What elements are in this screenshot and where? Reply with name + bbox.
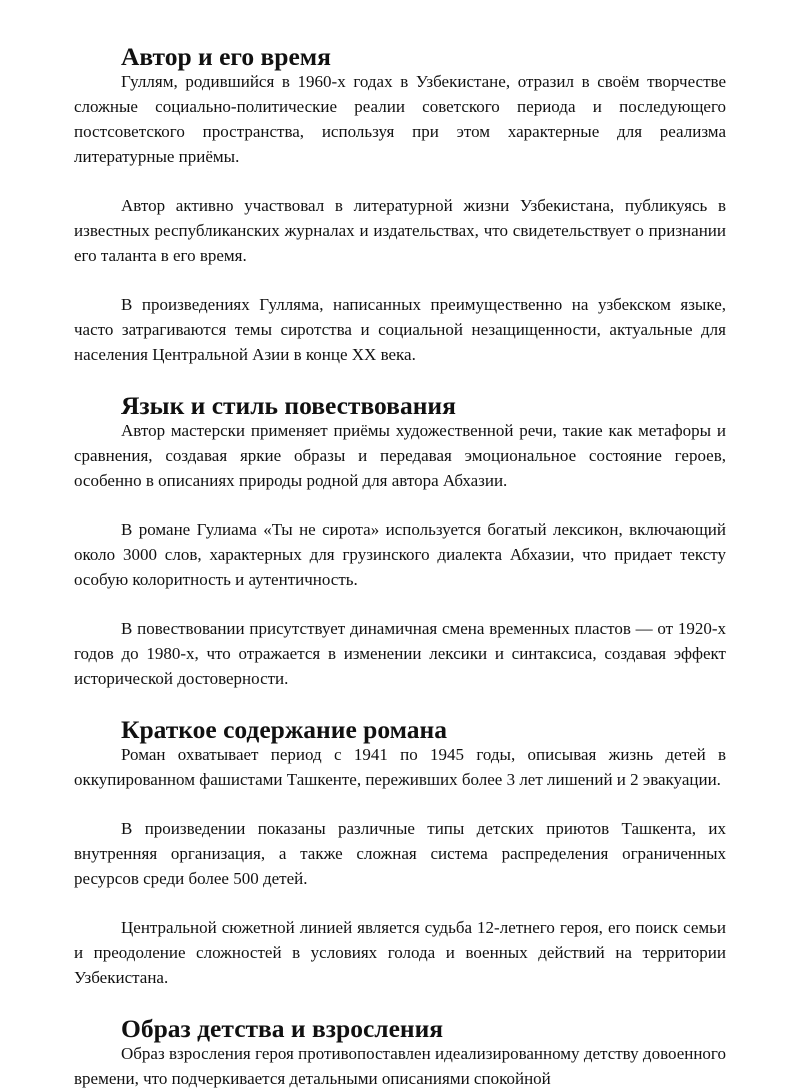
paragraph: Образ взросления героя противопоставлен идеализированному детству довоенного времени, что подчеркивается детальными описаниями спокойной bbox=[74, 1044, 726, 1088]
paragraph: Роман охватывает период с 1941 по 1945 годы, описывая жизнь детей в оккупированном фашистами Ташкенте, переживших более 3 лет лишений и 2 эвакуации. bbox=[74, 745, 726, 789]
document-page bbox=[74, 44, 726, 1091]
paragraph: Центральной сюжетной линией является судьба 12-летнего героя, его поиск семьи и преодоление сложностей в условиях голода и военных действий на территории Узбекистана. bbox=[74, 918, 726, 987]
section-heading-author: Автор и его время bbox=[121, 42, 331, 71]
paragraph: Автор мастерски применяет приёмы художественной речи, такие как метафоры и сравнения, создавая яркие образы и передавая эмоциональное состояние героев, особенно в описаниях природы родной для автора Абхазии. bbox=[74, 421, 726, 490]
paragraph: В произведениях Гулляма, написанных преимущественно на узбекском языке, часто затрагиваются темы сиротства и социальной незащищенности, актуальные для населения Центральной Азии в конце XX века. bbox=[74, 295, 726, 364]
section-heading-language-style: Язык и стиль повествования bbox=[121, 391, 456, 420]
paragraph: Гуллям, родившийся в 1960-х годах в Узбекистане, отразил в своём творчестве сложные социально-политические реалии советского периода и последующего постсоветского пространства, используя при этом характерные для реализма литературные приёмы. bbox=[74, 72, 726, 166]
paragraph: В произведении показаны различные типы детских приютов Ташкента, их внутренняя организация, а также сложная система распределения ограниченных ресурсов среди более 500 детей. bbox=[74, 819, 726, 888]
section-heading-summary: Краткое содержание романа bbox=[121, 715, 447, 744]
section-heading-childhood: Образ детства и взросления bbox=[121, 1014, 444, 1043]
paragraph: В повествовании присутствует динамичная смена временных пластов — от 1920-х годов до 1980-х, что отражается в изменении лексики и синтаксиса, создавая эффект исторической достоверности. bbox=[74, 619, 726, 688]
paragraph: В романе Гулиама «Ты не сирота» используется богатый лексикон, включающий около 3000 слов, характерных для грузинского диалекта Абхазии, что придает тексту особую колоритность и аутентичность. bbox=[74, 520, 726, 589]
paragraph: Автор активно участвовал в литературной жизни Узбекистана, публикуясь в известных республиканских журналах и издательствах, что свидетельствует о признании его таланта в его время. bbox=[74, 196, 726, 265]
